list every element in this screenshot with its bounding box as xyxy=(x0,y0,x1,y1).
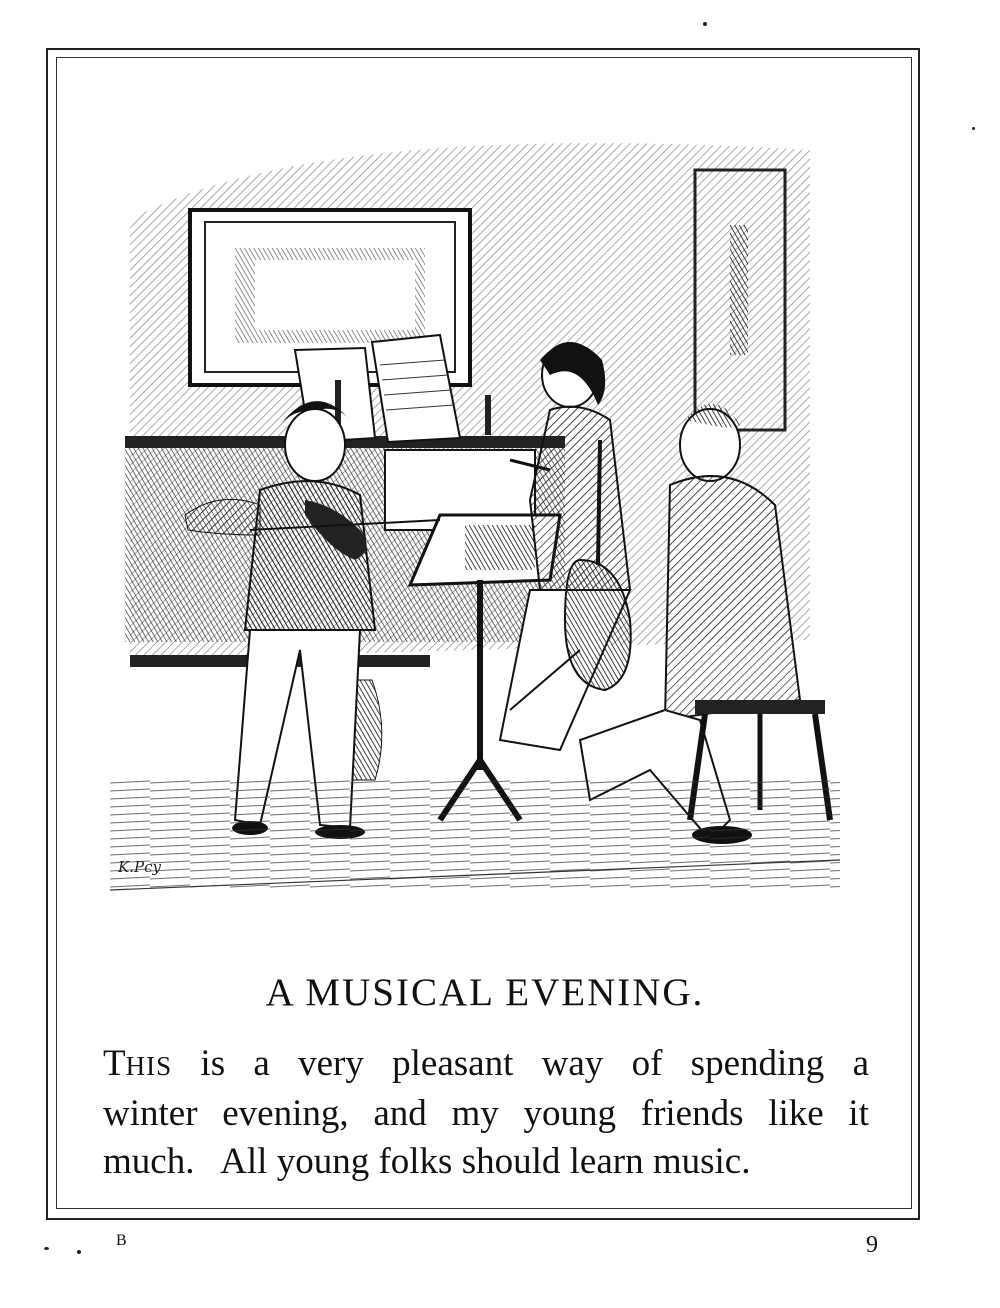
print-speck xyxy=(972,127,975,130)
page-title: A MUSICAL EVENING. xyxy=(265,971,705,1014)
body-paragraph xyxy=(103,1040,869,1186)
artist-signature: K.Pcy xyxy=(118,858,161,876)
lead-small-caps: HIS xyxy=(125,1051,173,1081)
musical-evening-engraving xyxy=(110,120,850,910)
lead-capital: T xyxy=(103,1043,126,1084)
body-line-2: winter evening, and my young friends like it xyxy=(103,1093,869,1134)
body-line-3: much. All young folks should learn music. xyxy=(103,1141,751,1182)
print-speck xyxy=(44,1247,49,1250)
body-line-1 xyxy=(103,1040,869,1090)
page-number: 9 xyxy=(866,1232,878,1258)
print-speck xyxy=(77,1250,81,1254)
print-speck xyxy=(703,22,707,26)
signature-mark: B xyxy=(116,1232,127,1249)
body-line-1-text: is a very pleasant way of spending a xyxy=(172,1043,869,1084)
